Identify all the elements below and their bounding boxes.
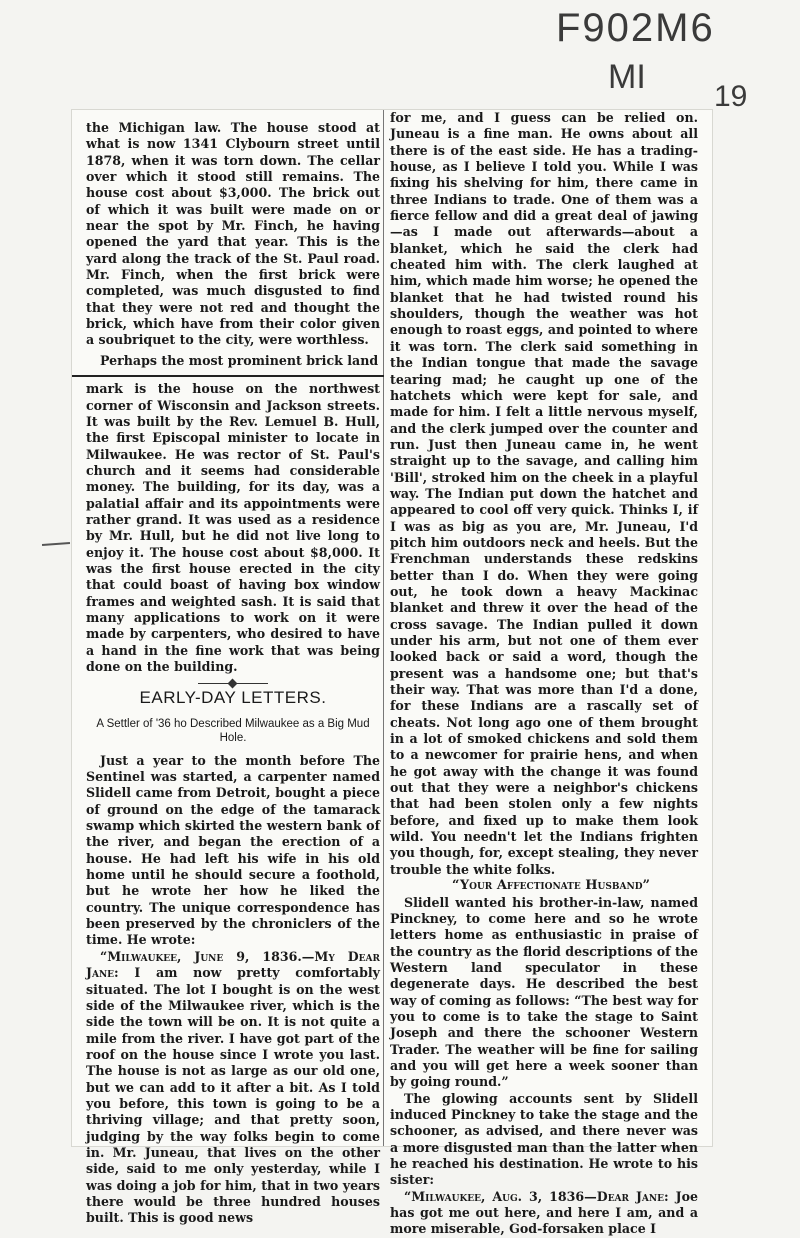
article-subheading: A Settler of '36 ho Described Milwaukee as a Big Mud Hole. <box>96 717 370 744</box>
archive-code-annotation: F902M6 <box>556 6 715 50</box>
right-paragraph-2: Slidell wanted his brother-in-law, named Pinckney, to come here and so he wrote letters home as enthusiastic in praise of the country as the florid descriptions of the Western land speculator in these degenerate days. He described the best way of coming as follows: “The best way for you to come is to take the stage to Saint Joseph and there the schooner Western Trader. The weather will be fine for sailing and you will get here a week sooner than by going round.” <box>390 894 698 1090</box>
pen-mark <box>42 542 70 546</box>
left-column <box>86 120 380 1227</box>
clipping-cut-line <box>72 375 384 377</box>
heading-ornament <box>198 683 268 684</box>
letter-2 <box>390 1189 698 1238</box>
letter-2-text: Joe has got me out here, and here I am, and a more miserable, God-forsaken place I <box>390 1188 698 1237</box>
column-divider <box>383 110 384 1146</box>
left-paragraph-2-continued: mark is the house on the northwest corner of Wisconsin and Jackson streets. It was built by the Rev. Lemuel B. Hull, the first Episcopal minister to locate in Milwaukee. He was rector of St. Paul's church and it seems had considerable money. The building, for its day, was a palatial affair and its appointments were rather grand. It was used as a residence by Mr. Hull, but he did not live long to enjoy it. The house cost about $8,000. It was the first house erected in the city that could boast of having box window frames and weighted sash. It is said that many applications to work on it were made by carpenters, who desired to have a hand in the fine work that was being done on the building. <box>86 381 380 674</box>
archive-mark-annotation: MI <box>608 58 646 96</box>
right-column <box>390 110 698 1238</box>
right-paragraph-1: for me, and I guess can be relied on. Juneau is a fine man. He owns about all there is of the east side. He has a trading-house, as I believe I told you. While I was fixing his shelving for him, there came in three Indians to trade. One of them was a fierce fellow and did a great deal of jawing—as I made out afterwards—about a blanket, which he said the clerk had cheated him with. The clerk laughed at him, which made him worse; he opened the blanket that he had twisted round his shoulders, though the weather was hot enough to roast eggs, and pointed to where it was torn. The clerk said something in the Indian tongue that made the savage tearing mad; he caught up one of the hatchets which were kept for sale, and made for him. I felt a little nervous myself, and the clerk jumped over the counter and run. Just then Juneau came in, he went straight up to the savage, and calling him 'Bill', stroked him on the cheek in a playful way. The Indian put down the hatchet and appeared to cool off very quick. Thinks I, if I was as big as you are, Mr. Juneau, I'd pitch him outdoors neck and heels. But the Frenchman understands these redskins better than I do. When they were going out, he took down a heavy Mackinac blanket and threw it over the head of the cross savage. The Indian pulled it down under his arm, but not one of them ever looked back or said a word, though the present was a handsome one; but that's their way. That was more than I'd a done, for these Indians are a rascally set of cheats. Not long ago one of them brought in a lot of smoked chickens and sold them to a newcomer for prairie hens, and when he got away with the change it was found out that they were a neighbor's chickens that had been stolen only a few nights before, and fixed up to make them look wild. You needn't let the Indians frighten you though, for, except stealing, they never trouble the white folks. <box>390 110 698 877</box>
section-title: “Your Affectionate Husband” <box>452 878 650 894</box>
right-paragraph-3: The glowing accounts sent by Slidell induced Pinckney to take the stage and the schooner, as advised, and there never was a more disgusted man than the latter when he reached his destination. He wrote to his sister: <box>390 1090 698 1188</box>
newspaper-clipping <box>72 110 712 1237</box>
left-paragraph-3: Just a year to the month before The Sentinel was started, a carpenter named Slidell came from Detroit, bought a piece of ground on the edge of the tamarack swamp which skirted the western bank of the river, and began the erection of a house. He had left his wife in his old home until he should secure a foothold, but he wrote her how he liked the country. The unique correspondence has been preserved by the chroniclers of the time. He wrote: <box>86 752 380 948</box>
letter-2-dateline: “Milwaukee, Aug. 3, 1836—Dear Jane: <box>404 1188 669 1204</box>
letter-1-text: I am now pretty comfortably situated. The lot I bought is on the west side of the Milwaukee river, which is the side the town will be on. It is not quite a mile from the river. I have got part of the roof on the house since I wrote you last. The house is not as large as our old one, but we can add to it after a bit. As I told you before, this town is going to be a thriving village; and that pretty soon, judging by the way folks begin to come in. Mr. Juneau, that lives on the other side, said to me only yesterday, while I was doing a job for him, that in two years there would be three hundred houses built. This is good news <box>86 965 380 1226</box>
article-heading: EARLY-DAY LETTERS. <box>139 688 327 708</box>
left-paragraph-2-start: Perhaps the most prominent brick land <box>100 352 379 368</box>
page-number-annotation: 19 <box>714 80 748 113</box>
letter-1-dateline: “Milwaukee, June 9, 1836.—My Dear Jane: <box>86 948 380 981</box>
letter-1 <box>86 949 380 1227</box>
left-paragraph-1: the Michigan law. The house stood at what is now 1341 Clybourn street until 1878, when it was torn down. The cellar over which it stood still remains. The house cost about $3,000. The brick out of which it was built were made on or near the spot by Mr. Finch, he having opened the yard that year. This is the yard along the track of the St. Paul road. Mr. Finch, when the first brick were completed, was much disgusted to find that they were not red and thought the brick, which have from their color given a soubriquet to the city, were worthless. <box>86 120 380 348</box>
